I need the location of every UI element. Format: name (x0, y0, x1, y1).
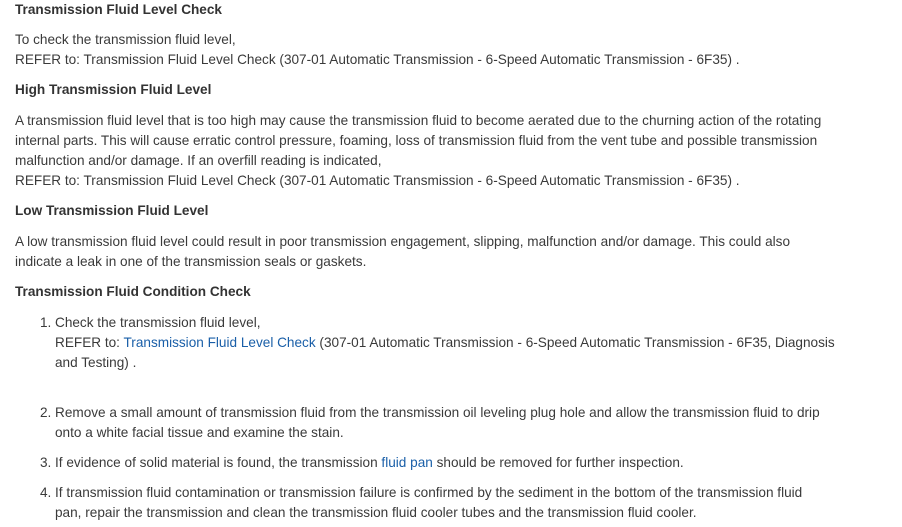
refer-line: REFER to: Transmission Fluid Level Check (307-01 Automatic Transmission - 6-Speed Automatic Transmission - 6F35) . (15, 173, 740, 188)
heading-fluid-level-check: Transmission Fluid Level Check (15, 2, 222, 17)
step-text: If transmission fluid contamination or transmission failure is confirmed by the sediment in the bottom of the transmission fluid (55, 485, 803, 500)
text-line: malfunction and/or damage. If an overfill reading is indicated, (15, 153, 382, 168)
fluid-pan-link[interactable]: fluid pan (381, 455, 433, 470)
refer-suffix: (307-01 Automatic Transmission - 6-Speed Automatic Transmission - 6F35, Diagnosis (315, 335, 835, 350)
step-number: 1. (40, 315, 52, 330)
heading-high-fluid-level: High Transmission Fluid Level (15, 82, 212, 97)
step-number: 4. (40, 485, 52, 500)
list-item (15, 313, 902, 373)
list-item (15, 403, 902, 443)
text-line: To check the transmission fluid level, (15, 32, 236, 47)
step-text-suffix: should be removed for further inspection. (432, 455, 684, 470)
text-line: A transmission fluid level that is too high may cause the transmission fluid to become aerated due to the churning action of the rotating (15, 113, 822, 128)
section-fluid-level-check (15, 0, 895, 20)
step-text: pan, repair the transmission and clean the transmission fluid cooler tubes and the transmission fluid cooler. (55, 505, 697, 520)
step-text: onto a white facial tissue and examine the stain. (55, 425, 344, 440)
step-number: 2. (40, 405, 52, 420)
text-line: A low transmission fluid level could result in poor transmission engagement, slipping, malfunction and/or damage. This could also (15, 234, 791, 249)
refer-prefix: REFER to: (55, 335, 124, 350)
section-fluid-condition-check (15, 282, 895, 302)
step-text (55, 453, 902, 473)
list-item (15, 483, 902, 523)
list-item (15, 453, 902, 473)
step-text: Remove a small amount of transmission fluid from the transmission oil leveling plug hole and allow the transmission fluid to drip (55, 405, 820, 420)
refer-line: REFER to: Transmission Fluid Level Check (307-01 Automatic Transmission - 6-Speed Automatic Transmission - 6F35) . (15, 52, 740, 67)
step-text: and Testing) . (55, 355, 137, 370)
refer-line (55, 333, 902, 353)
step-number: 3. (40, 455, 52, 470)
section-high-fluid-level (15, 80, 895, 100)
section-low-fluid-level (15, 201, 895, 221)
text-line: internal parts. This will cause erratic control pressure, foaming, loss of transmission fluid from the vent tube and possible transmission (15, 133, 818, 148)
heading-low-fluid-level: Low Transmission Fluid Level (15, 203, 209, 218)
fluid-level-check-link[interactable]: Transmission Fluid Level Check (123, 335, 316, 350)
heading-fluid-condition-check: Transmission Fluid Condition Check (15, 284, 251, 299)
step-text: Check the transmission fluid level, (55, 315, 261, 330)
step-text-prefix: If evidence of solid material is found, the transmission (55, 455, 382, 470)
text-line: indicate a leak in one of the transmission seals or gaskets. (15, 254, 367, 269)
